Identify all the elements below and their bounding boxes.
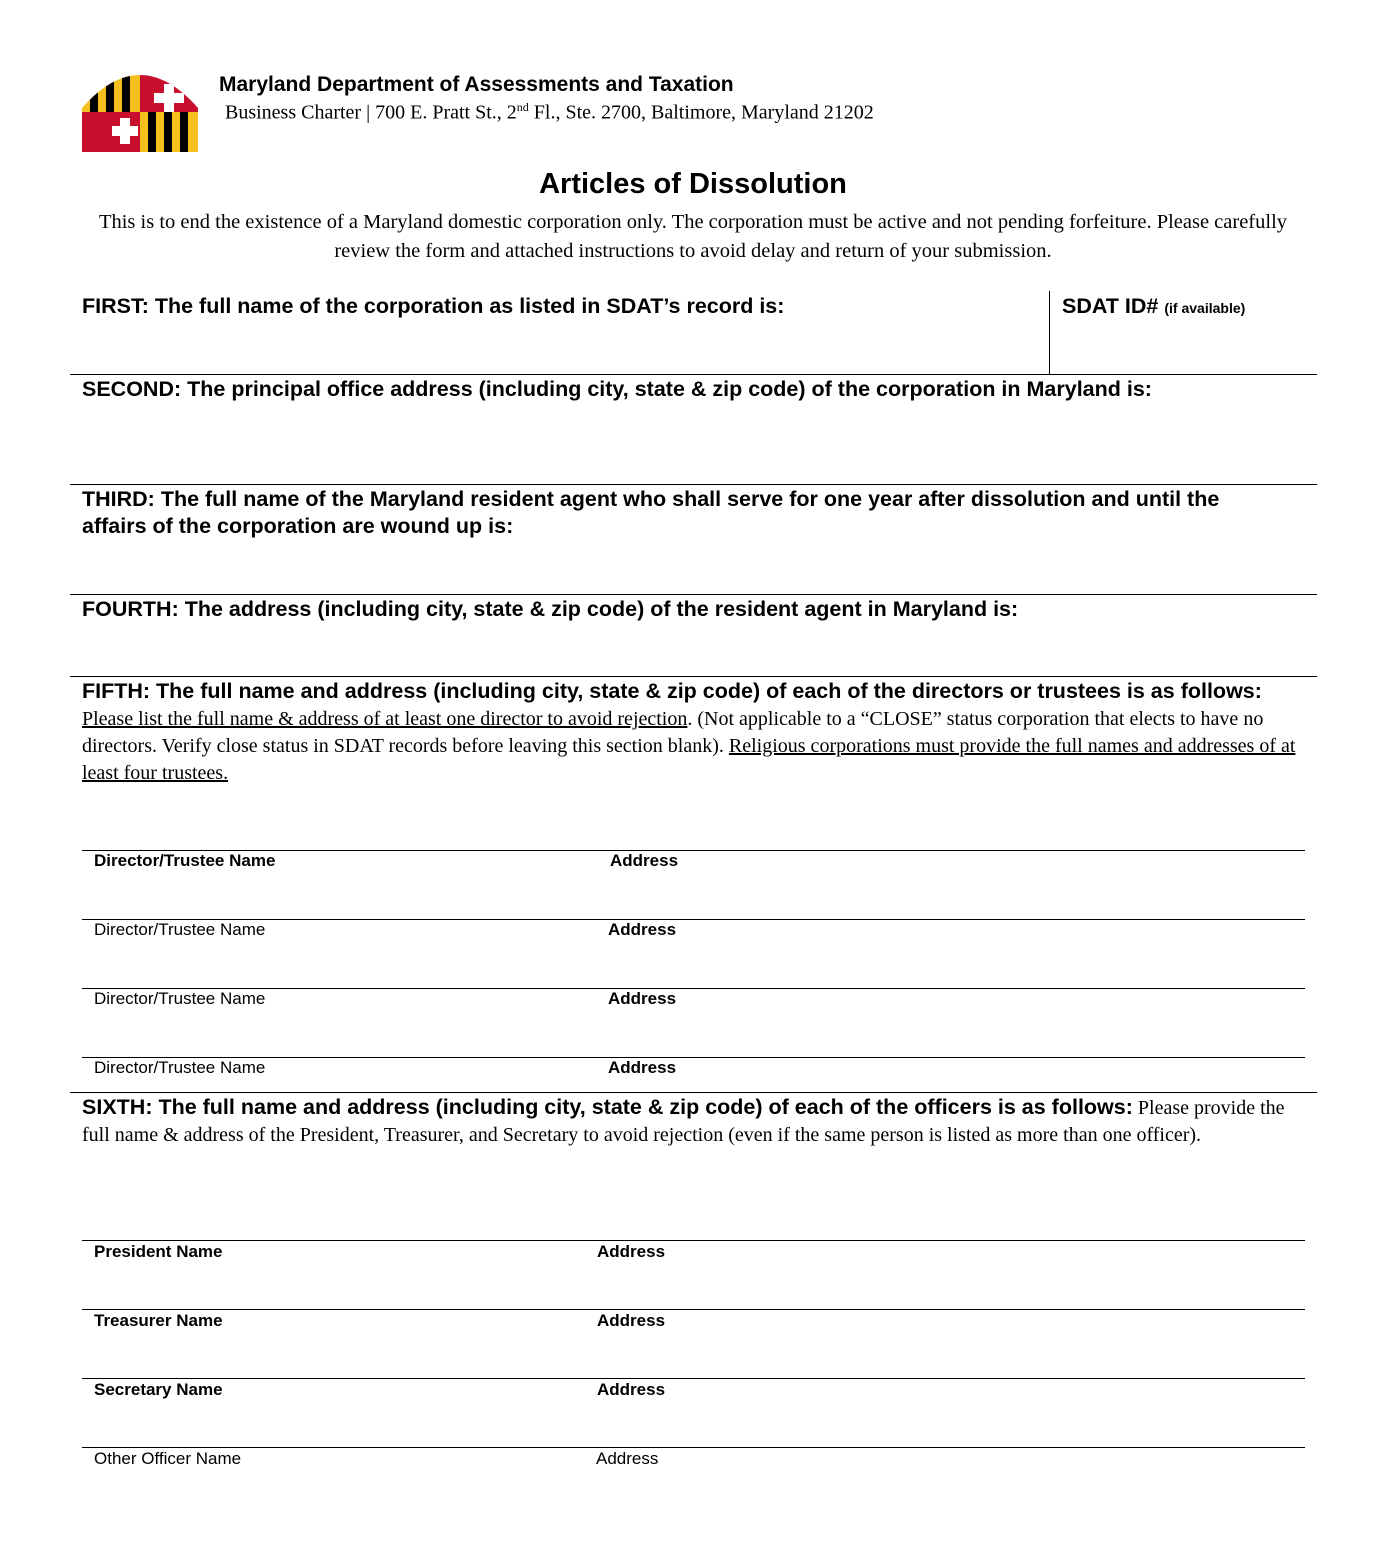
- fourth-section-label: FOURTH: The address (including city, state & zip code) of the resident agent in Maryland is:: [82, 597, 1019, 621]
- agency-name: Maryland Department of Assessments and Taxation: [219, 73, 734, 96]
- treasurer-name-label: Treasurer Name: [94, 1311, 223, 1330]
- resident-agent-name-field[interactable]: [82, 544, 1312, 592]
- divider-line: [70, 594, 1317, 595]
- president-address-field[interactable]: [590, 1265, 1305, 1307]
- secretary-address-field[interactable]: [590, 1403, 1305, 1445]
- sdat-id-field[interactable]: [1055, 322, 1313, 372]
- director-4-address-field[interactable]: [600, 1078, 1305, 1090]
- intro-text: This is to end the existence of a Maryland domestic corporation only. The corporation must be active and not pending forfeiture. Please carefully review the form and attached instructions to avoid delay and return of your submission.: [98, 211, 1288, 262]
- fifth-section-label: FIFTH: The full name and address (including city, state & zip code) of each of the directors or trustees is as follows: Please list the full name & address of at least one director to avoid rejection. (Not applicable to a “CLOSE” status corporation that elects to have no directors. Verify close status in SDAT records before leaving this section blank). Religious corporations must provide the full names and addresses of at least four trustees.: [82, 679, 1296, 784]
- divider-line: [70, 1092, 1317, 1093]
- president-name-label: President Name: [94, 1242, 223, 1261]
- second-section-label: SECOND: The principal office address (including city, state & zip code) of the corporation in Maryland is:: [82, 377, 1152, 401]
- officer-row-line: [82, 1309, 1305, 1310]
- president-name-field[interactable]: [82, 1265, 587, 1307]
- director-address-label: Address: [610, 851, 679, 870]
- principal-office-field[interactable]: [82, 434, 1312, 482]
- officer-row-line: [82, 1378, 1305, 1379]
- treasurer-address-field[interactable]: [590, 1334, 1305, 1376]
- director-row-line: [82, 1057, 1305, 1058]
- director-name-label: Director/Trustee Name: [94, 851, 276, 870]
- director-name-label: Director/Trustee Name: [94, 1058, 266, 1077]
- secretary-name-label: Secretary Name: [94, 1380, 223, 1399]
- director-row-line: [82, 988, 1305, 989]
- resident-agent-address-field[interactable]: [82, 626, 1312, 674]
- director-row-line: [82, 919, 1305, 920]
- president-address-label: Address: [597, 1242, 666, 1261]
- director-3-name-field[interactable]: [82, 1012, 592, 1054]
- director-3-address-field[interactable]: [600, 1012, 1305, 1054]
- director-4-name-field[interactable]: [82, 1078, 592, 1090]
- director-name-label: Director/Trustee Name: [94, 989, 266, 1008]
- director-address-label: Address: [608, 920, 677, 939]
- sixth-section-label: SIXTH: The full name and address (including city, state & zip code) of each of the officers is as follows: Please provide the full name & address of the President, Treasurer, and Secretary to avoid rejection (even if the same person is listed as more than one officer).: [82, 1095, 1285, 1146]
- other-officer-address-label: Address: [596, 1449, 659, 1468]
- director-address-label: Address: [608, 989, 677, 1008]
- treasurer-name-field[interactable]: [82, 1334, 587, 1376]
- director-2-name-field[interactable]: [82, 943, 592, 985]
- first-section-label: FIRST: The full name of the corporation as listed in SDAT’s record is:: [82, 294, 785, 318]
- officer-row-line: [82, 1240, 1305, 1241]
- officer-row-line: [82, 1447, 1305, 1448]
- sdat-id-label: SDAT ID# (if available): [1062, 294, 1246, 318]
- director-address-label: Address: [608, 1058, 677, 1077]
- other-officer-name-label: Other Officer Name: [94, 1449, 242, 1468]
- sdat-id-divider: [1049, 291, 1050, 375]
- director-1-address-field[interactable]: [600, 874, 1305, 916]
- secretary-address-label: Address: [597, 1380, 666, 1399]
- divider-line: [70, 374, 1317, 375]
- corporation-name-field[interactable]: [82, 322, 1042, 372]
- director-2-address-field[interactable]: [600, 943, 1305, 985]
- director-name-label: Director/Trustee Name: [94, 920, 266, 939]
- director-1-name-field[interactable]: [82, 874, 592, 916]
- divider-line: [70, 484, 1317, 485]
- agency-address: Business Charter | 700 E. Pratt St., 2nd Fl., Ste. 2700, Baltimore, Maryland 21202: [225, 100, 874, 124]
- other-officer-address-field[interactable]: [590, 1472, 1305, 1514]
- page-title: Articles of Dissolution: [539, 168, 847, 200]
- secretary-name-field[interactable]: [82, 1403, 587, 1445]
- third-section-label: THIRD: The full name of the Maryland resident agent who shall serve for one year after dissolution and until the affairs of the corporation are wound up is:: [82, 487, 1220, 538]
- treasurer-address-label: Address: [597, 1311, 666, 1330]
- maryland-flag-icon: [82, 72, 198, 152]
- divider-line: [70, 676, 1317, 677]
- other-officer-name-field[interactable]: [82, 1472, 587, 1514]
